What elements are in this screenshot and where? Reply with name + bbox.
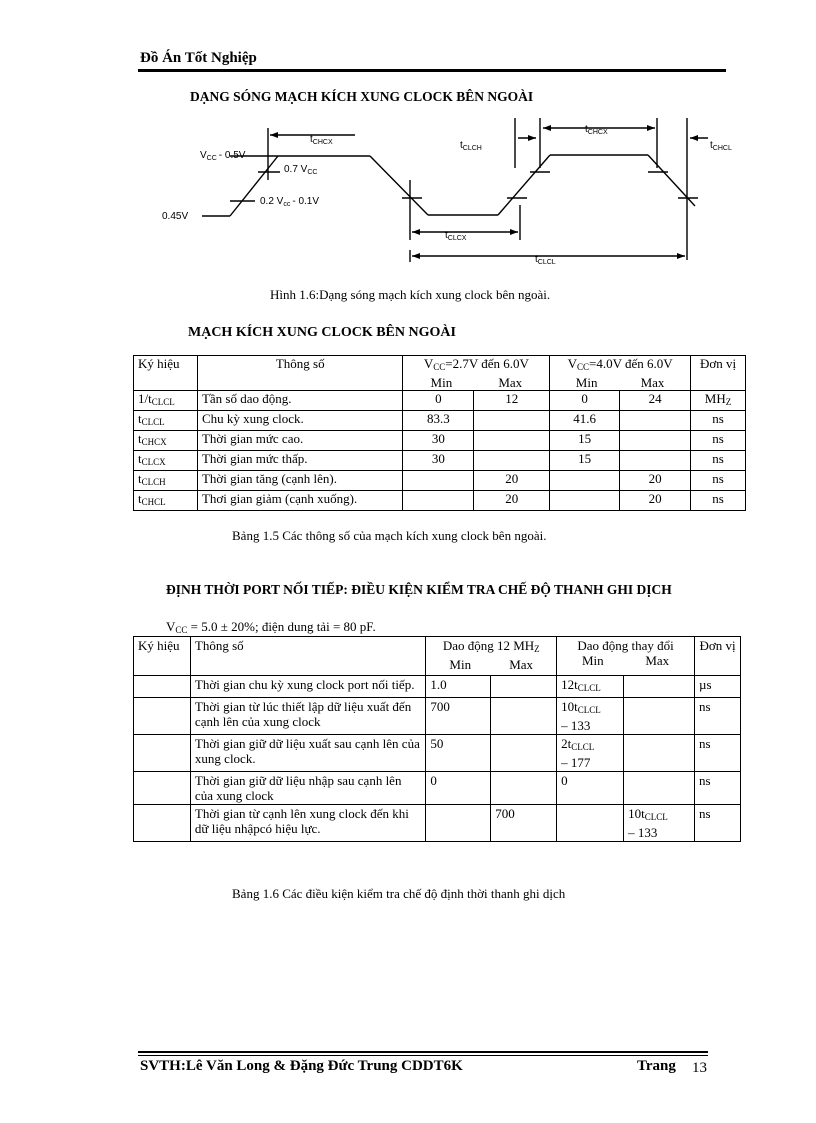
cell-unit: ns: [695, 772, 741, 805]
footer-divider: [138, 1051, 708, 1053]
cell-symbol: $t_{CHCL}$: [134, 491, 198, 511]
cell-symbol: $t_{CLCH}$: [134, 471, 198, 491]
cell-param: Thời gian chu kỳ xung clock port nối tiếp.: [190, 676, 425, 698]
cell-unit: ns: [691, 471, 746, 491]
cell-max-1: [491, 676, 557, 698]
serial-timing-table: [133, 636, 741, 842]
cell-min-1: 30: [403, 451, 474, 471]
clock-waveform-diagram: [160, 110, 750, 275]
cell-max-2: 20: [620, 491, 691, 511]
cell-param: Thời gian mức cao.: [197, 431, 403, 451]
cell-min-2: 0: [550, 391, 620, 411]
clock-params-table: [133, 355, 746, 511]
header-param: Thông số: [197, 356, 403, 391]
cell-unit: µs: [695, 676, 741, 698]
table-row: [134, 431, 746, 451]
cell-min-2: 15: [550, 451, 620, 471]
table-caption-1-5: Bảng 1.5 Các thông số của mạch kích xung clock bên ngoài.: [232, 528, 547, 543]
cell-min-1: [403, 471, 474, 491]
cell-max-2: [620, 451, 691, 471]
cell-unit: ns: [691, 411, 746, 431]
cell-max-2: $10t_{CLCL}$ – 133: [624, 805, 695, 842]
cell-unit: ns: [695, 735, 741, 772]
table-row: [134, 491, 746, 511]
cell-param: Thời gian từ lúc thiết lập dữ liệu xuất đến cạnh lên của xung clock: [190, 698, 425, 735]
label-tclcl: $t_{CLCL}$: [535, 254, 556, 266]
cell-min-1: 83.3: [403, 411, 474, 431]
cell-max-1: 700: [491, 805, 557, 842]
footer-divider-thin: [138, 1055, 708, 1056]
test-conditions: $V_{CC} = 5.0 \pm 20\%$; điện dung tải = 80 pF.: [166, 619, 376, 635]
cell-min-2: 15: [550, 431, 620, 451]
cell-param: Tần số dao động.: [197, 391, 403, 411]
table-row: [134, 772, 741, 805]
header-osc-12mhz: Dao động 12 $MH_Z$ Min Max: [426, 637, 557, 676]
cell-param: Thời gian mức thấp.: [197, 451, 403, 471]
cell-symbol: [134, 735, 191, 772]
cell-max-2: [624, 735, 695, 772]
cell-max-1: 20: [474, 491, 550, 511]
header-unit: Đơn vị: [695, 637, 741, 676]
cell-max-2: [624, 772, 695, 805]
cell-min-1: [426, 805, 491, 842]
cell-min-1: 0: [426, 772, 491, 805]
cell-max-1: [474, 431, 550, 451]
cell-unit: ns: [695, 698, 741, 735]
cell-max-1: 12: [474, 391, 550, 411]
header-symbol: Ký hiệu: [134, 637, 191, 676]
cell-unit: ns: [695, 805, 741, 842]
label-07vcc: 0.7 $V_{CC}$: [284, 164, 318, 176]
cell-min-2: $12t_{CLCL}$: [557, 676, 624, 698]
cell-symbol: [134, 772, 191, 805]
table-row: [134, 676, 741, 698]
header-vcc-40-60: $V_{CC}=4.0V$ đến 6.0V Min Max: [550, 356, 691, 391]
figure-caption-1-6: Hình 1.6:Dạng sóng mạch kích xung clock bên ngoài.: [270, 287, 551, 302]
cell-unit: ns: [691, 491, 746, 511]
cell-symbol: $t_{CLCX}$: [134, 451, 198, 471]
serial-timing-heading: ĐỊNH THỜI PORT NỐI TIẾP: ĐIỀU KIỆN KIỂM TRA CHẾ ĐỘ THANH GHI DỊCH: [166, 582, 672, 597]
table-header-row: [134, 637, 741, 676]
cell-min-2: 41.6: [550, 411, 620, 431]
waveform-heading: DẠNG SÓNG MẠCH KÍCH XUNG CLOCK BÊN NGOÀI: [190, 89, 534, 104]
header-param: Thông số: [190, 637, 425, 676]
footer-page-number: 13: [692, 1060, 707, 1076]
cell-max-2: [620, 411, 691, 431]
label-tclcx: $t_{CLCX}$: [445, 230, 467, 242]
table-row: [134, 471, 746, 491]
cell-min-1: 0: [403, 391, 474, 411]
cell-symbol: [134, 805, 191, 842]
rising-edge-1: [230, 156, 278, 216]
cell-min-1: 1.0: [426, 676, 491, 698]
cell-max-1: [491, 735, 557, 772]
cell-param: Chu kỳ xung clock.: [197, 411, 403, 431]
cell-min-1: 50: [426, 735, 491, 772]
rising-edge-2: [498, 155, 550, 215]
cell-min-2: $2t_{CLCL}$ – 177: [557, 735, 624, 772]
header-divider: [138, 69, 726, 72]
clock-table-heading: MẠCH KÍCH XUNG CLOCK BÊN NGOÀI: [188, 325, 456, 340]
footer-page-label: Trang: [637, 1058, 676, 1074]
label-02vcc: 0.2 $V_{cc} - 0.1V$: [260, 196, 320, 208]
label-045v: 0.45V: [162, 211, 189, 222]
table-header-row: [134, 356, 746, 391]
table-row: [134, 411, 746, 431]
cell-max-2: [624, 698, 695, 735]
label-vcc-minus-05v: $V_{CC} - 0.5V$: [200, 150, 246, 162]
label-tclch: $t_{CLCH}$: [460, 140, 482, 152]
cell-symbol: [134, 676, 191, 698]
cell-symbol: $1/t_{CLCL}$: [134, 391, 198, 411]
cell-param: Thời gian giữ dữ liệu xuất sau cạnh lên của xung clock.: [190, 735, 425, 772]
cell-unit: ns: [691, 451, 746, 471]
cell-min-2: [550, 471, 620, 491]
header-symbol: Ký hiệu: [134, 356, 198, 391]
cell-min-2: $10t_{CLCL}$ – 133: [557, 698, 624, 735]
cell-symbol: [134, 698, 191, 735]
table-row: [134, 735, 741, 772]
cell-max-2: 24: [620, 391, 691, 411]
cell-param: Thời gian tăng (cạnh lên).: [197, 471, 403, 491]
table-row: [134, 698, 741, 735]
header-unit: Đơn vị: [691, 356, 746, 391]
cell-symbol: $t_{CHCX}$: [134, 431, 198, 451]
table-row: [134, 805, 741, 842]
label-tchcx: $t_{CHCX}$: [310, 134, 333, 146]
cell-max-2: [624, 676, 695, 698]
cell-unit: ns: [691, 431, 746, 451]
cell-max-2: 20: [620, 471, 691, 491]
cell-param: Thời gian giữ dữ liệu nhập sau cạnh lên của xung clock: [190, 772, 425, 805]
cell-max-1: [491, 698, 557, 735]
cell-max-2: [620, 431, 691, 451]
table-row: [134, 451, 746, 471]
table-row: [134, 391, 746, 411]
cell-param: Thời gian từ cạnh lên xung clock đến khi dữ liệu nhậpcó hiệu lực.: [190, 805, 425, 842]
cell-min-1: [403, 491, 474, 511]
cell-max-1: [474, 411, 550, 431]
page-header-title: Đồ Án Tốt Nghiệp: [140, 50, 257, 66]
header-osc-variable: Dao động thay đổi Min Max: [557, 637, 695, 676]
label-tchcl: $t_{CHCL}$: [710, 140, 732, 152]
footer-authors: SVTH:Lê Văn Long & Đặng Đức Trung CDDT6K: [140, 1058, 463, 1074]
cell-unit: $MH_Z$: [691, 391, 746, 411]
table-caption-1-6: Bảng 1.6 Các điều kiện kiểm tra chế độ định thời thanh ghi dịch: [232, 886, 566, 901]
cell-min-2: [557, 805, 624, 842]
cell-min-1: 30: [403, 431, 474, 451]
cell-max-1: [491, 772, 557, 805]
cell-min-1: 700: [426, 698, 491, 735]
cell-min-2: [550, 491, 620, 511]
cell-max-1: 20: [474, 471, 550, 491]
falling-edge-1: [370, 156, 428, 215]
label-tchcx-2: $t_{CHCX}$: [585, 124, 608, 136]
cell-min-2: 0: [557, 772, 624, 805]
header-vcc-27-60: $V_{CC}=2.7V$ đến 6.0V Min Max: [403, 356, 550, 391]
cell-param: Thơi gian giảm (cạnh xuống).: [197, 491, 403, 511]
cell-symbol: $t_{CLCL}$: [134, 411, 198, 431]
cell-max-1: [474, 451, 550, 471]
